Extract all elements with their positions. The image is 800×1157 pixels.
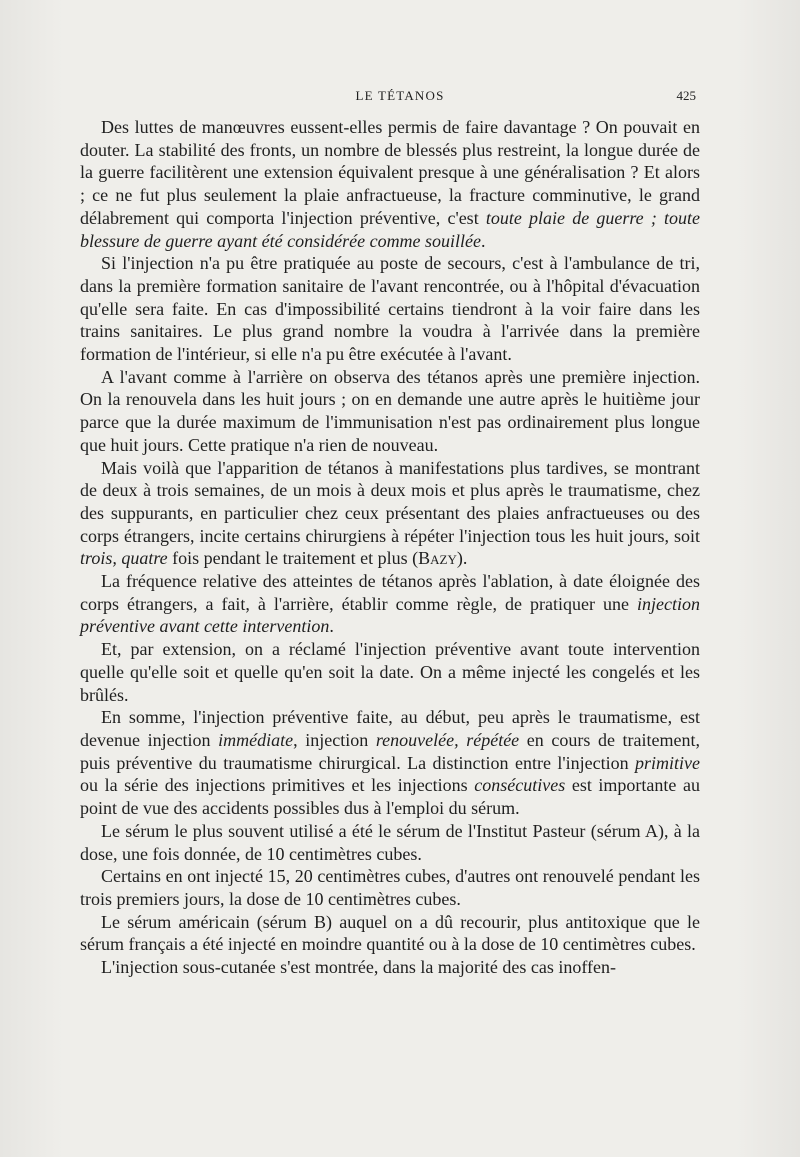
text-run: En somme, l'injection préventive faite, au début, peu après le traumatisme, est devenue injection	[80, 707, 700, 750]
paragraph	[80, 706, 700, 820]
text-run: A l'avant comme à l'arrière on observa des tétanos après une première injection. On la renouvela dans les huit jours ; on en demande une autre après le huitième jour parce que la durée maximum de l'immunisation n'est pas ordinairement plus longue que huit jours. Cette pratique n'a rien de nouveau.	[80, 366, 700, 455]
paragraph	[80, 956, 700, 979]
text-run: ).	[456, 548, 468, 569]
paragraph	[80, 570, 700, 638]
running-title: LE TÉTANOS	[355, 88, 445, 103]
page-number: 425	[676, 88, 696, 103]
text-run: en cours de traitement, puis préventive du traumatisme chirurgical. La distinction entre l'injection	[80, 729, 701, 773]
text-run: Certains en ont injecté 15, 20 centimètres cubes, d'autres ont renouvelé pendant les trois premiers jours, la dose de 10 centimètres cubes.	[80, 866, 700, 909]
italic-text: trois, quatre	[80, 548, 168, 569]
italic-text: injection préventive avant cette intervention	[80, 593, 700, 637]
paragraph	[80, 252, 700, 366]
paragraph	[80, 116, 700, 252]
text-run: est importante au point de vue des accidents possibles dus à l'emploi du sérum.	[80, 775, 700, 819]
text-run: La fréquence relative des atteintes de tétanos après l'ablation, à date éloignée des corps étrangers, a fait, à l'arrière, établir comme règle, de pratiquer une	[80, 571, 700, 614]
italic-text: primitive	[635, 752, 700, 773]
paragraph	[80, 457, 700, 571]
text-run: , injection	[293, 729, 376, 750]
text-run: Des luttes de manœuvres eussent-elles permis de faire davantage ? On pouvait en douter. La stabilité des fronts, un nombre de blessés plus restreint, la longue durée de la guerre facilitèrent une extension équivalent presque à une généralisation ? Et alors ; ce ne fut plus seulement la plaie anfractueuse, la fracture comminutive, le grand délabrement qui comporta l'injection préventive, c'est	[80, 117, 700, 228]
paragraph	[80, 865, 700, 910]
italic-text: consécutives	[474, 775, 566, 796]
running-head	[0, 88, 800, 108]
italic-text: renouvelée, répétée	[375, 729, 520, 750]
text-run: Mais voilà que l'apparition de tétanos à manifestations plus tardives, se montrant de deux à trois semaines, de un mois à deux mois et plus après le traumatisme, chez des suppurants, en particulier chez ceux présentant des plaies anfractueuses ou des corps étrangers, incite certains chirurgiens à répéter l'injection tous les huit jours, soit	[80, 457, 700, 546]
body-text	[80, 116, 700, 979]
text-run: Le sérum américain (sérum B) auquel on a dû recourir, plus antitoxique que le sérum français a été injecté en moindre quantité ou à la dose de 10 centimètres cubes.	[80, 911, 700, 955]
author-name: Bazy	[418, 548, 457, 569]
text-run: fois pendant le traitement et plus (	[167, 548, 419, 569]
italic-text: immédiate	[218, 729, 294, 750]
text-run: Le sérum le plus souvent utilisé a été le sérum de l'Institut Pasteur (sérum A), à la dose, une fois donnée, de 10 centimètres cubes.	[80, 820, 700, 864]
paragraph	[80, 366, 700, 457]
paragraph	[80, 638, 700, 706]
text-run: Si l'injection n'a pu être pratiquée au poste de secours, c'est à l'ambulance de tri, dans la première formation sanitaire de l'avant rencontrée, ou à l'hôpital d'évacuation qu'elle sera faite. En cas d'impossibilité certains tiendront à la voir faire dans les trains sanitaires. Le plus grand nombre la voudra à l'arrivée dans la première formation de l'intérieur, si elle n'a pu être exécutée à l'avant.	[80, 253, 700, 365]
text-run: .	[481, 230, 486, 251]
paragraph	[80, 911, 700, 956]
text-run: L'injection sous-cutanée s'est montrée, dans la majorité des cas inoffen-	[101, 957, 616, 978]
text-run: .	[329, 616, 334, 637]
text-run: Et, par extension, on a réclamé l'injection préventive avant toute intervention quelle qu'elle soit et quelle qu'en soit la date. On a même injecté les congelés et les brûlés.	[80, 639, 700, 705]
paragraph	[80, 820, 700, 865]
text-run: ou la série des injections primitives et les injections	[80, 775, 475, 796]
italic-text: toute plaie de guerre ; toute blessure de guerre ayant été considérée comme souillée	[80, 207, 700, 251]
